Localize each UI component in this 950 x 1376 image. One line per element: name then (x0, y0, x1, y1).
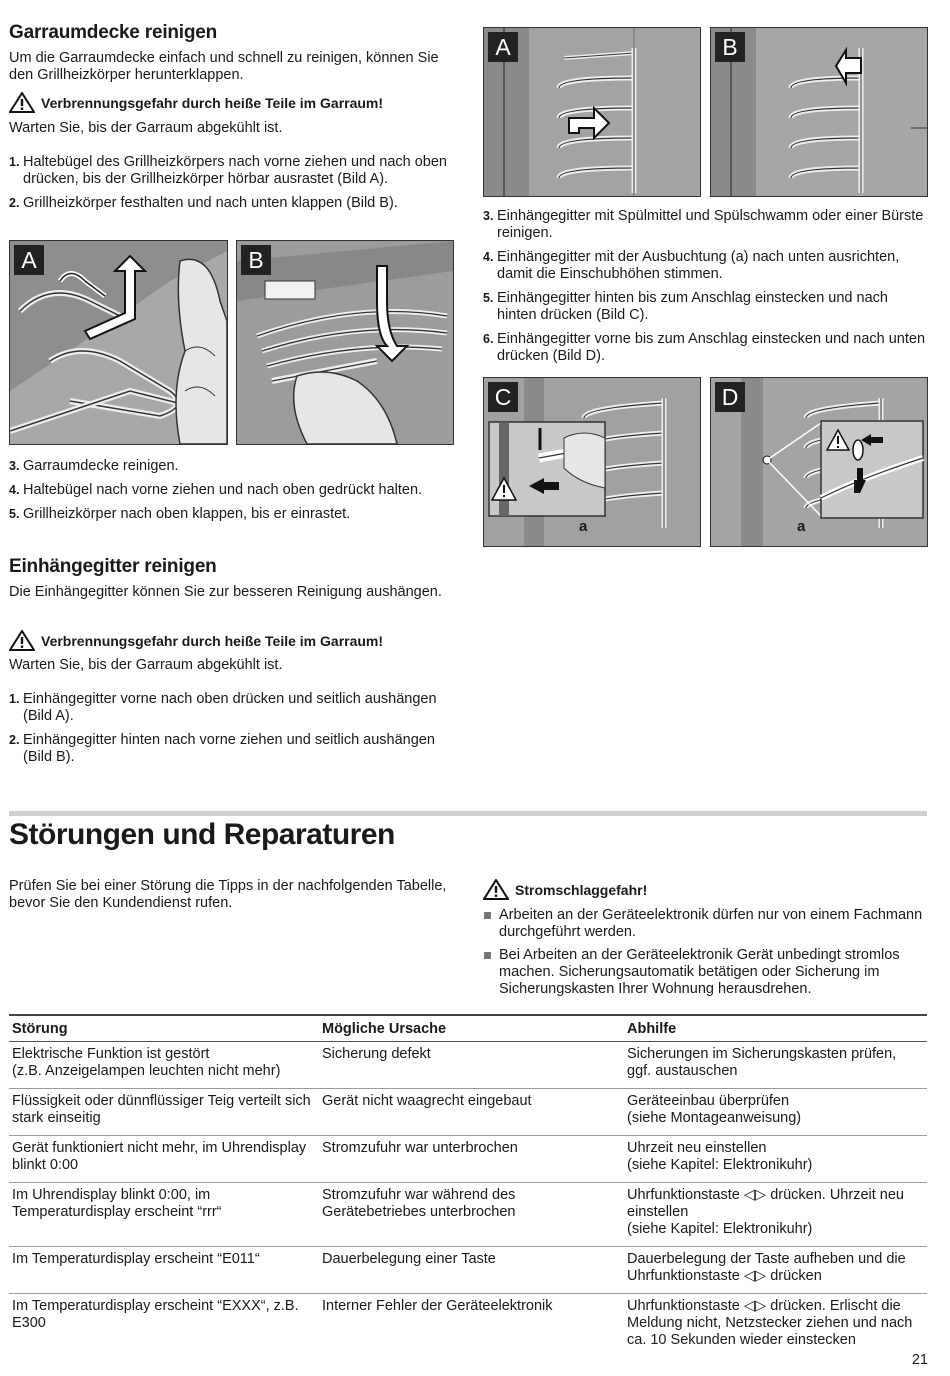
step-number: 6. (483, 332, 494, 346)
shock-bullets (483, 907, 928, 1004)
intro-einhaengegitter: Die Einhängegitter können Sie zur besseren Reinigung aushängen. (9, 584, 442, 600)
column-header: Mögliche Ursache (319, 1016, 624, 1042)
table-cell: Dauerbelegung einer Taste (319, 1247, 624, 1294)
step-text: Einhängegitter hinten bis zum Anschlag einstecken und nach hinten drücken (Bild C). (497, 290, 888, 323)
table-cell: Gerät funktioniert nicht mehr, im Uhrendisplay blinkt 0:00 (9, 1136, 319, 1183)
steps-list-c (9, 691, 454, 773)
table-cell: Flüssigkeit oder dünnflüssiger Teig verteilt sich stark einseitig (9, 1089, 319, 1136)
section-title-stoerungen: Störungen und Reparaturen (9, 818, 395, 851)
step-text: Grillheizkörper nach oben klappen, bis er einrastet. (23, 506, 351, 522)
list-item (9, 458, 454, 475)
figure-label-b: B (715, 32, 745, 62)
list-item (9, 691, 454, 725)
table-cell: Sicherung defekt (319, 1042, 624, 1089)
figure-grill-a (9, 240, 228, 445)
step-number: 4. (483, 250, 494, 264)
step-number: 5. (9, 507, 20, 521)
table-header-row (9, 1016, 927, 1042)
step-number: 2. (9, 196, 20, 210)
figure-rack-a (483, 27, 701, 197)
warning-triangle-icon (9, 630, 35, 651)
bulge-label-a: a (579, 518, 588, 535)
table-cell: Dauerbelegung der Taste aufheben und die Uhrfunktionstaste ◁▷ drücken (624, 1247, 927, 1294)
warning-triangle-icon (9, 92, 35, 113)
step-number: 1. (9, 155, 20, 169)
table-cell: Gerät nicht waagrecht eingebaut (319, 1089, 624, 1136)
step-number: 1. (9, 692, 20, 706)
figure-label-a: A (14, 245, 44, 275)
section-title-einhaengegitter: Einhängegitter reinigen (9, 556, 217, 577)
list-item (483, 331, 928, 365)
step-number: 3. (483, 209, 494, 223)
shock-warning-text: Stromschlaggefahr! (515, 881, 648, 898)
steps-list-b (9, 458, 454, 530)
table-cell: Uhrfunktionstaste ◁▷ drücken. Uhrzeit neu einstellen (siehe Kapitel: Elektronikuhr) (624, 1183, 927, 1247)
figure-grill-b (236, 240, 454, 445)
page-number: 21 (911, 1352, 928, 1368)
step-text: Grillheizkörper festhalten und nach unten klappen (Bild B). (23, 195, 398, 211)
step-text: Haltebügel nach vorne ziehen und nach oben gedrückt halten. (23, 482, 423, 498)
steps-list-right (483, 208, 928, 372)
table-cell: Stromzufuhr war während des Gerätebetriebes unterbrochen (319, 1183, 624, 1247)
burn-warning-1 (9, 92, 383, 113)
figure-rack-d (710, 377, 928, 547)
table-cell: Uhrzeit neu einstellen (siehe Kapitel: Elektronikuhr) (624, 1136, 927, 1183)
wait-text-1: Warten Sie, bis der Garraum abgekühlt ist. (9, 120, 283, 136)
list-item (9, 154, 454, 188)
burn-warning-text: Verbrennungsgefahr durch heiße Teile im Garraum! (41, 94, 384, 111)
warning-triangle-icon (483, 879, 509, 900)
step-number: 3. (9, 459, 20, 473)
step-number: 5. (483, 291, 494, 305)
step-text: Einhängegitter mit der Ausbuchtung (a) nach unten ausrichten, damit die Einschubhöhen stimmen. (497, 249, 900, 282)
table-cell: Sicherungen im Sicherungskasten prüfen, ggf. austauschen (624, 1042, 927, 1089)
figure-rack-c (483, 377, 701, 547)
section-title-garraumdecke: Garraumdecke reinigen (9, 22, 218, 43)
list-item: Arbeiten an der Geräteelektronik dürfen nur von einem Fachmann durchgeführt werden. (483, 907, 928, 941)
step-number: 2. (9, 733, 20, 747)
table-cell: Geräteeinbau überprüfen (siehe Montageanweisung) (624, 1089, 927, 1136)
intro-garraumdecke: Um die Garraumdecke einfach und schnell zu reinigen, können Sie den Grillheizkörper herunterklappen. (9, 50, 439, 83)
list-item (483, 290, 928, 324)
table-cell: Stromzufuhr war unterbrochen (319, 1136, 624, 1183)
table-cell: Elektrische Funktion ist gestört (z.B. Anzeigelampen leuchten nicht mehr) (9, 1042, 319, 1089)
table-cell: Interner Fehler der Geräteelektronik (322, 1298, 553, 1314)
column-header: Abhilfe (624, 1016, 927, 1042)
figure-label-c: C (488, 382, 518, 412)
figure-label-b: B (241, 245, 271, 275)
burn-warning-text: Verbrennungsgefahr durch heiße Teile im Garraum! (41, 632, 384, 649)
column-header: Störung (9, 1016, 319, 1042)
table-row (9, 1294, 927, 1358)
table-cell: Im Temperaturdisplay erscheint “E011“ (9, 1247, 319, 1294)
figure-rack-b (710, 27, 928, 197)
step-number: 4. (9, 483, 20, 497)
list-item (9, 506, 454, 523)
troubleshooting-table (9, 1016, 927, 1357)
burn-warning-2 (9, 630, 383, 651)
table-cell: Im Temperaturdisplay erscheint “EXXX“, z.B. E300 (12, 1298, 299, 1331)
intro-stoerungen: Prüfen Sie bei einer Störung die Tipps in der nachfolgenden Tabelle, bevor Sie den Kundendienst rufen. (9, 878, 447, 911)
step-text: Einhängegitter vorne nach oben drücken und seitlich aushängen (Bild A). (23, 691, 437, 724)
table-cell: Uhrfunktionstaste ◁▷ drücken. Erlischt die Meldung nicht, Netzstecker ziehen und nach ca. 10 Sekunden wieder einstecken (627, 1298, 913, 1348)
step-text: Einhängegitter mit Spülmittel und Spülschwamm oder einer Bürste reinigen. (497, 208, 924, 241)
list-item: Bei Arbeiten an der Geräteelektronik Gerät unbedingt stromlos machen. Sicherungsautomatik betätigen oder Sicherung im Sicherungskasten Ihrer Wohnung herausdrehen. (483, 947, 928, 998)
figure-label-a: A (488, 32, 518, 62)
wait-text-2: Warten Sie, bis der Garraum abgekühlt ist. (9, 657, 283, 673)
list-item (483, 249, 928, 283)
table-row (9, 1247, 927, 1294)
list-item (9, 195, 454, 212)
step-text: Haltebügel des Grillheizkörpers nach vorne ziehen und nach oben drücken, bis der Grillheizkörper hörbar ausrastet (Bild A). (23, 154, 447, 187)
figure-label-d: D (715, 382, 745, 412)
steps-list-a (9, 154, 454, 219)
table-row (9, 1042, 927, 1089)
bulge-label-a: a (797, 518, 806, 535)
step-text: Einhängegitter vorne bis zum Anschlag einstecken und nach unten drücken (Bild D). (497, 331, 926, 364)
table-row (9, 1183, 927, 1247)
step-text: Garraumdecke reinigen. (23, 458, 179, 474)
step-text: Einhängegitter hinten nach vorne ziehen und seitlich aushängen (Bild B). (23, 732, 435, 765)
section-divider (9, 811, 927, 816)
table-row (9, 1089, 927, 1136)
list-item (9, 482, 454, 499)
list-item (483, 208, 928, 242)
list-item (9, 732, 454, 766)
table-cell: Im Uhrendisplay blinkt 0:00, im Temperaturdisplay erscheint “rrr“ (9, 1183, 319, 1247)
shock-warning (483, 879, 647, 900)
table-row (9, 1136, 927, 1183)
